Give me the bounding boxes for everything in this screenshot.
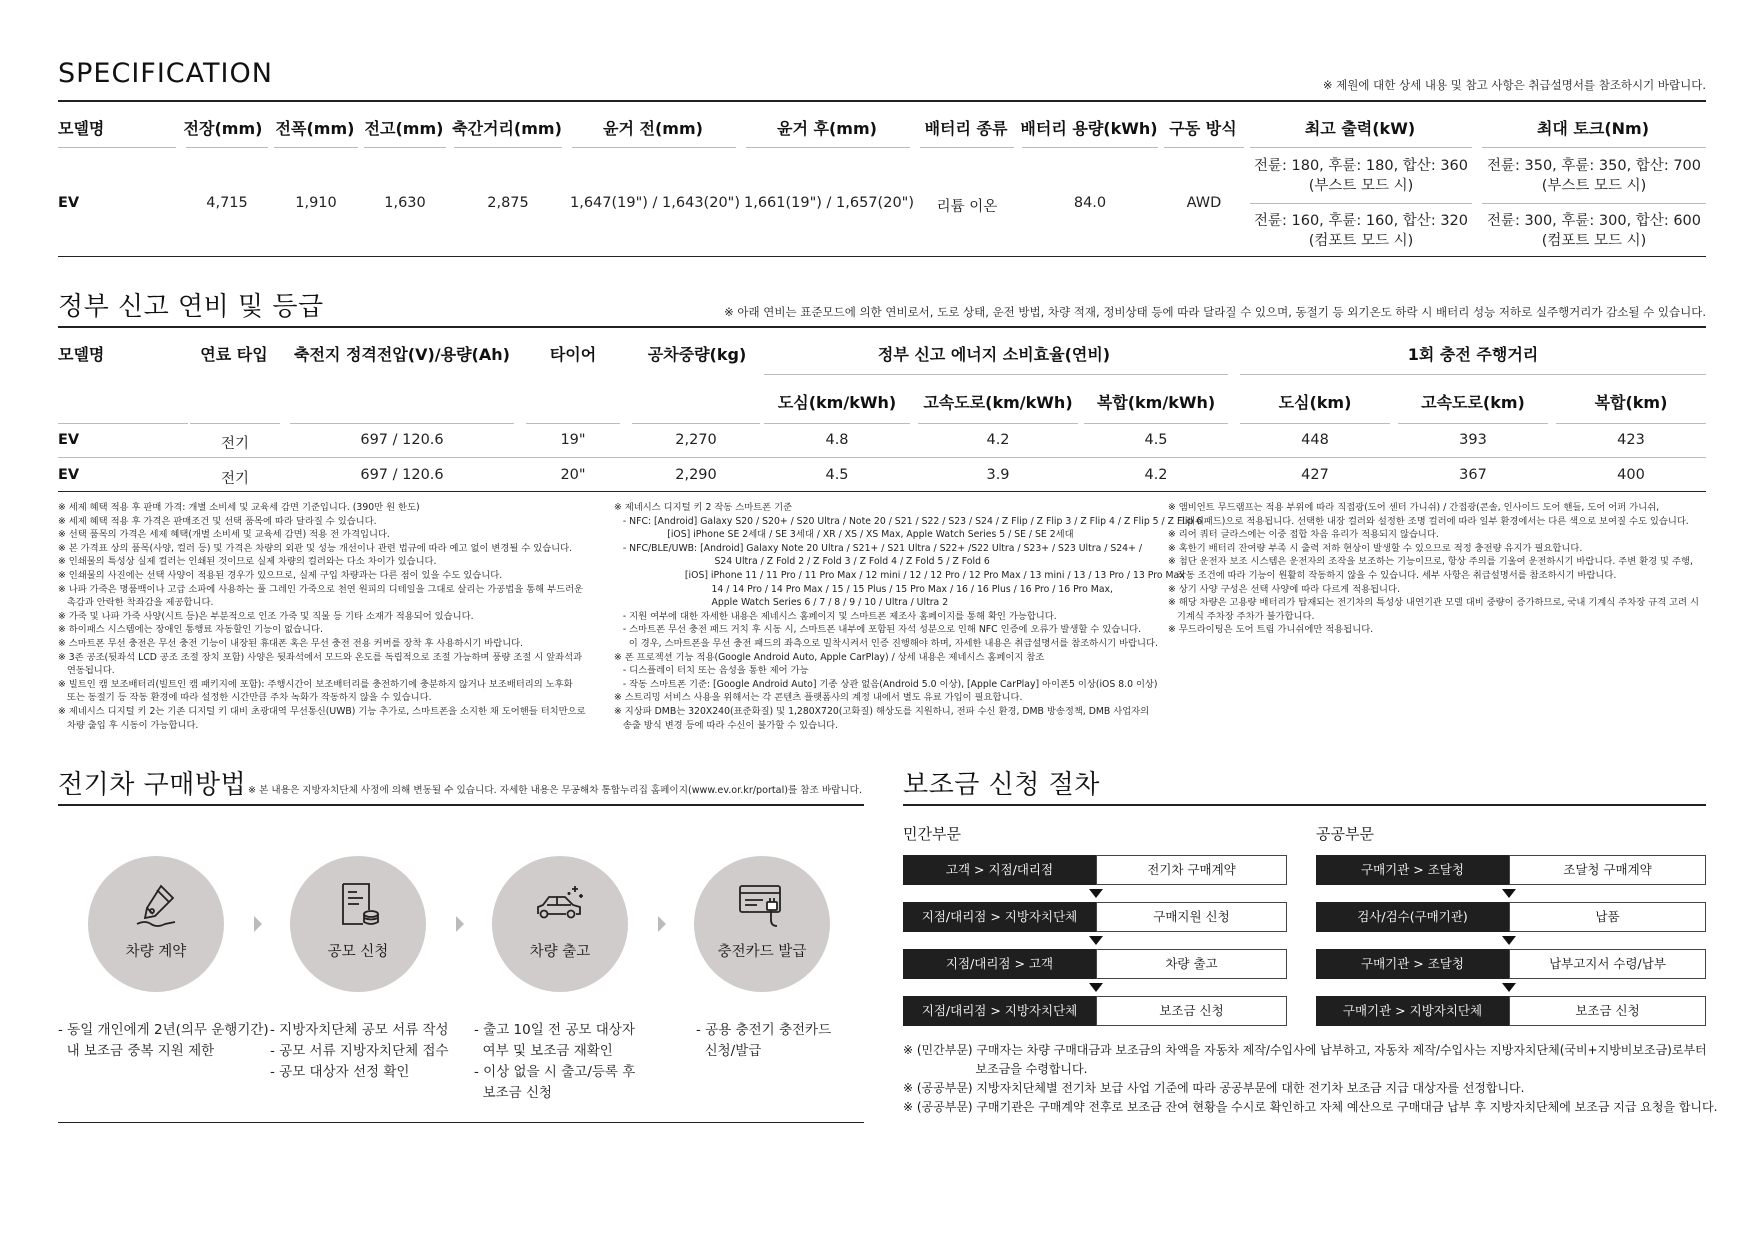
purchase-bottom-rule	[58, 1122, 864, 1123]
subsidy-top-rule	[903, 804, 1706, 806]
rule	[1084, 423, 1228, 424]
card-plug-icon	[737, 880, 787, 930]
rule	[1022, 147, 1158, 148]
step-desc-delivery: - 출고 10일 전 공모 대상자 여부 및 보조금 재확인 - 이상 없을 시 출고/등록 후 보조금 신청	[474, 1022, 636, 1101]
spec-title: SPECIFICATION	[58, 58, 273, 89]
rule	[1398, 423, 1548, 424]
public-step1-action: 조달청 구매계약	[1509, 855, 1706, 885]
private-step3-action: 차량 출고	[1096, 949, 1287, 979]
eff-row1-fuel: 전기	[220, 436, 249, 452]
rule	[918, 423, 1078, 424]
spec-power-boost	[1250, 156, 1472, 196]
car-sparkle-icon	[530, 880, 590, 930]
eff-row1-range-combined: 423	[1617, 432, 1645, 448]
spec-header-drive: 구동 방식	[1169, 119, 1237, 138]
step-circle-apply	[290, 856, 426, 992]
power-comfort-values: 전륜: 160, 후륜: 160, 합산: 320	[1254, 213, 1468, 229]
spec-header-battery-capacity: 배터리 용량(kWh)	[1020, 119, 1158, 138]
spec-bottom-rule	[58, 256, 1706, 257]
eff-row1-model: EV	[58, 432, 80, 448]
rule	[632, 423, 760, 424]
rule	[1556, 423, 1706, 424]
eff-row2-range-city: 427	[1301, 467, 1329, 483]
public-step4-actor: 구매기관 > 지방자치단체	[1316, 996, 1509, 1026]
step-circle-card	[694, 856, 830, 992]
public-step2-actor: 검사/검수(구매기관)	[1316, 902, 1509, 932]
public-step3-action: 납부고지서 수령/납부	[1509, 949, 1706, 979]
spec-header-wheelbase: 축간거리(mm)	[452, 119, 562, 138]
private-step2-action: 구매지원 신청	[1096, 902, 1287, 932]
rule	[920, 147, 1014, 148]
public-step3-actor: 구매기관 > 조달청	[1316, 949, 1509, 979]
private-step3-actor: 지점/대리점 > 고객	[903, 949, 1096, 979]
range-sub-combined: 복합(km)	[1594, 393, 1668, 412]
rule	[58, 423, 188, 424]
spec-length: 4,715	[206, 195, 248, 211]
rule	[454, 147, 562, 148]
eff-row1-voltage: 697 / 120.6	[360, 432, 444, 448]
spec-power-comfort	[1250, 211, 1472, 251]
eff-sub-combined: 복합(km/kWh)	[1096, 393, 1216, 412]
flow-down-arrow	[1089, 889, 1103, 898]
public-step1-actor: 구매기관 > 조달청	[1316, 855, 1509, 885]
efficiency-title: 정부 신고 연비 및 등급	[58, 292, 324, 322]
power-comfort-mode: (컴포트 모드 시)	[1308, 233, 1414, 249]
eff-row2-range-highway: 367	[1459, 467, 1487, 483]
eff-row2-combined: 4.2	[1144, 467, 1168, 483]
rule	[572, 147, 736, 148]
rule	[1250, 203, 1472, 204]
efficiency-note: ※ 아래 연비는 표준모드에 의한 연비로서, 도로 상태, 운전 방법, 차량 적재, 정비상태 등에 따라 달라질 수 있으며, 동절기 등 외기온도 하락 시 배터리 성능 저하로 실주행거리가 감소될 수 있습니다.	[724, 305, 1706, 319]
spec-note: ※ 제원에 대한 상세 내용 및 참고 사항은 취급설명서를 참조하시기 바랍니다.	[1322, 78, 1706, 92]
power-boost-values: 전륜: 180, 후륜: 180, 합산: 360	[1254, 158, 1468, 174]
rule	[1250, 147, 1472, 148]
subsidy-note-2: ※ (공공부문) 지방자치단체별 전기차 보급 사업 기준에 따라 공공부문에 대한 전기차 보조금 지급 대상자를 선정합니다.	[903, 1081, 1525, 1095]
rule	[274, 147, 358, 148]
torque-boost-mode: (부스트 모드 시)	[1541, 178, 1647, 194]
spec-track-rear: 1,661(19") / 1,657(20")	[744, 195, 914, 211]
rule	[58, 147, 176, 148]
step-desc-card: - 공용 충전기 충전카드 신청/발급	[696, 1022, 832, 1059]
flow-down-arrow	[1502, 889, 1516, 898]
rule	[764, 423, 910, 424]
rule	[58, 457, 1706, 458]
eff-header-range: 1회 충전 주행거리	[1407, 345, 1539, 364]
document-coins-icon	[333, 880, 383, 930]
range-sub-highway: 고속도로(km)	[1421, 393, 1525, 412]
private-title: 민간부문	[903, 825, 961, 843]
step-desc-apply: - 지방자치단체 공모 서류 작성 - 공모 서류 지방자치단체 접수 - 공모 대상자 선정 확인	[270, 1022, 449, 1080]
subsidy-note-3: ※ (공공부문) 구매기관은 구매계약 전후로 보조금 잔여 현황을 수시로 확인하고 자체 예산으로 구매대금 납부 후 지방자치단체에 보조금 지급 요청을 합니다.	[903, 1100, 1718, 1114]
step-label-card: 충전카드 발급	[717, 944, 807, 960]
step-label-apply: 공모 신청	[327, 944, 389, 960]
torque-boost-values: 전륜: 350, 후륜: 350, 합산: 700	[1487, 158, 1701, 174]
torque-comfort-mode: (컴포트 모드 시)	[1541, 233, 1647, 249]
step-circle-delivery	[492, 856, 628, 992]
subsidy-title: 보조금 신청 절차	[903, 770, 1100, 800]
step-desc-contract: - 동일 개인에게 2년(의무 운행기간) 내 보조금 중복 지원 제한	[58, 1022, 269, 1059]
rule	[190, 423, 280, 424]
rule	[764, 374, 1228, 375]
rule	[1482, 147, 1706, 148]
step-label-contract: 차량 계약	[125, 944, 187, 960]
spec-model: EV	[58, 195, 80, 211]
step-arrow	[254, 916, 262, 932]
eff-header-weight: 공차중량(kg)	[647, 345, 747, 364]
spec-height: 1,630	[384, 195, 426, 211]
rule	[526, 423, 620, 424]
spec-header-length: 전장(mm)	[183, 119, 263, 138]
flow-down-arrow	[1502, 983, 1516, 992]
spec-battery-capacity: 84.0	[1073, 195, 1107, 211]
private-step4-actor: 지점/대리점 > 지방자치단체	[903, 996, 1096, 1026]
footnotes-col1: ※ 세제 혜택 적용 후 판매 가격: 개별 소비세 및 교육세 감면 기준입니다. (390만 원 한도) ※ 세제 혜택 적용 후 가격은 판매조건 및 선택 품목에 따라 달라질 수 있습니다. ※ 선택 품목의 가격은 세제 혜택(개별 소비세 및 교육세 감면) 적용 전 가격입니다. ※ 본 가격표 상의 품목(사양, 컬러 등) 및 가격은 차량의 외관 및 성능 개선이나 관련 법규에 따라 예고 없이 변경될 수 있습니다. ※ 인쇄물의 특성상 실제 컬러는 인쇄된 것이므로 실제 차량의 컬러와는 다소 차이가 있습니다. ※ 인쇄물의 사진에는 선택 사양이 적용된 경우가 있으므로, 실제 구입 차량과는 다른 점이 있을 수도 있습니다. ※ 나파 가죽은 명품백이나 고급 소파에 사용하는 풀 그레인 가죽으로 천연 원피의 디테일을 그대로 살리는 가공법을 통해 부드러운 촉감과 안락한 착좌감을 제공합니다. ※ 가죽 및 나파 가죽 사양(시트 등)은 부분적으로 인조 가죽 및 직물 등 기타 소재가 적용되어 있습니다. ※ 하이패스 시스템에는 장애인 통행료 자동할인 기능이 없습니다. ※ 스마트폰 무선 충전은 무선 충전 기능이 내장된 휴대폰 혹은 무선 충전 전용 커버를 장착 후 사용하시기 바랍니다. ※ 3존 공조(뒷좌석 LCD 공조 조절 장치 포함) 사양은 뒷좌석에서 모드와 온도를 독립적으로 조절 가능하며 풍량 조절 시 앞좌석과 연동됩니다. ※ 빌트인 캠 보조배터리(빌트인 캠 패키지에 포함): 주행시간이 보조배터리를 충전하기에 충분하지 않거나 보조배터리의 노후화 또는 동절기 등 작동 환경에 따라 설정한 시간만큼 주차 녹화가 작동하지 않을 수 있습니다. ※ 제네시스 디지털 키 2는 기존 디지털 키 대비 초광대역 무선통신(UWB) 기능 추가로, 스마트폰을 소지한 채 도어핸들 터치만으로 차량 출입 후 시동이 가능합니다.	[58, 502, 586, 731]
eff-row2-city: 4.5	[825, 467, 849, 483]
eff-header-voltage: 축전지 정격전압(V)/용량(Ah)	[294, 345, 510, 364]
step-circle-contract	[88, 856, 224, 992]
eff-row1-tire: 19"	[560, 432, 586, 448]
eff-sub-city: 도심(km/kWh)	[777, 393, 897, 412]
purchase-top-rule	[58, 804, 864, 806]
eff-row1-range-highway: 393	[1459, 432, 1487, 448]
eff-row1-combined: 4.5	[1144, 432, 1168, 448]
spec-width: 1,910	[295, 195, 337, 211]
purchase-note: ※ 본 내용은 지방자치단체 사정에 의해 변동될 수 있습니다. 자세한 내용은 무공해차 통합누리집 홈페이지(www.ev.or.kr/portal)를 참조 바랍니다.	[248, 785, 862, 796]
eff-row1-weight: 2,270	[675, 432, 717, 448]
spec-torque-boost	[1482, 156, 1706, 196]
range-sub-city: 도심(km)	[1278, 393, 1352, 412]
rule	[1240, 423, 1390, 424]
spec-header-power: 최고 출력(kW)	[1304, 119, 1416, 138]
rule	[1240, 374, 1706, 375]
eff-header-model: 모델명	[58, 345, 105, 364]
private-step1-actor: 고객 > 지점/대리점	[903, 855, 1096, 885]
private-step1-action: 전기차 구매계약	[1096, 855, 1287, 885]
eff-row2-range-combined: 400	[1617, 467, 1645, 483]
spec-track-front: 1,647(19") / 1,643(20")	[570, 195, 740, 211]
public-step2-action: 납품	[1509, 902, 1706, 932]
rule	[1482, 203, 1706, 204]
eff-row2-highway: 3.9	[986, 467, 1010, 483]
spec-header-torque: 최대 토크(Nm)	[1536, 119, 1650, 138]
rule	[1164, 147, 1244, 148]
rule	[746, 147, 910, 148]
step-arrow	[658, 916, 666, 932]
spec-header-track-rear: 윤거 후(mm)	[777, 119, 877, 138]
rule	[186, 147, 268, 148]
eff-row2-model: EV	[58, 467, 80, 483]
footnotes-col2: ※ 제네시스 디지털 키 2 작동 스마트폰 기준 - NFC: [Android] Galaxy S20 / S20+ / S20 Ultra / Note 20 / S21 / S22 / S23 / S24 / Z Flip / Z Flip 3 / Z Flip 4 / Z Flip 5 / Z Flip 6 [iOS] iPhone SE 2세대 / SE 3세대 / XR / XS / XS Max, Apple Watch Series 5 / SE / SE 2세대 - NFC/BLE/UWB: [Android] Galaxy Note 20 Ultra / S21+ / S21 Ultra / S22+ /S22 Ultra / S23+ / S23 Ultra / S24+ / S24 Ultra / Z Fold 2 / Z Fold 3 / Z Fold 4 / Z Fold 5 / Z Fold 6 [iOS] iPhone 11 / 11 Pro / 11 Pro Max / 12 mini / 12 / 12 Pro / 12 Pro Max / 13 mini / 13 / 13 Pro / 13 Pro Max 14 / 14 Pro / 14 Pro Max / 15 / 15 Plus / 15 Pro Max / 16 / 16 Plus / 16 Pro / 16 Pro Max, Apple Watch Series 6 / 7 / 8 / 9 / 10 / Ultra / Ultra 2 - 지원 여부에 대한 자세한 내용은 제네시스 홈페이지 및 스마트폰 제조사 홈페이지를 통해 확인 가능합니다. - 스마트폰 무선 충전 패드 거치 후 시동 시, 스마트폰 내부에 포함된 자석 성분으로 인해 NFC 인증에 오류가 발생할 수 있습니다. 이 경우, 스마트폰을 무선 충전 패드의 좌측으로 밀착시켜서 인증 진행해야 하며, 자세한 내용은 취급설명서를 참조하시기 바랍니다. ※ 폰 프로젝션 기능 적용(Google Android Auto, Apple CarPlay) / 상세 내용은 제네시스 홈페이지 참조 - 디스플레이 터치 또는 음성을 통한 제어 가능 - 작동 스마트폰 기준: [Google Android Auto] 기종 상관 없음(Android 5.0 이상), [Apple CarPlay] 아이폰5 이상(iOS 8.0 이상) ※ 스트리밍 서비스 사용을 위해서는 각 콘텐츠 플랫폼사의 계정 내에서 별도 유료 가입이 필요합니다. ※ 지상파 DMB는 320X240(표준화질) 및 1,280X720(고화질) 해상도를 지원하니, 전파 수신 환경, DMB 방송정책, DMB 사업자의 송출 방식 변경 등에 따라 수신이 불가할 수 있습니다.	[614, 502, 1203, 731]
power-boost-mode: (부스트 모드 시)	[1308, 178, 1414, 194]
rule	[290, 423, 514, 424]
rule	[364, 147, 446, 148]
eff-header-tire: 타이어	[549, 345, 597, 364]
private-step2-actor: 지점/대리점 > 지방자치단체	[903, 902, 1096, 932]
spec-header-height: 전고(mm)	[364, 119, 444, 138]
spec-header-model: 모델명	[58, 119, 105, 138]
public-title: 공공부문	[1316, 825, 1374, 843]
spec-header-width: 전폭(mm)	[275, 119, 355, 138]
eff-row2-weight: 2,290	[675, 467, 717, 483]
eff-row2-fuel: 전기	[220, 471, 249, 487]
eff-row1-highway: 4.2	[986, 432, 1010, 448]
spec-wheelbase: 2,875	[487, 195, 529, 211]
eff-bottom-rule	[58, 491, 1706, 492]
spec-top-rule	[58, 100, 1706, 102]
flow-down-arrow	[1089, 936, 1103, 945]
torque-comfort-values: 전륜: 300, 후륜: 300, 합산: 600	[1487, 213, 1701, 229]
eff-row1-range-city: 448	[1301, 432, 1329, 448]
spec-header-track-front: 윤거 전(mm)	[603, 119, 703, 138]
eff-header-efficiency: 정부 신고 에너지 소비효율(연비)	[877, 345, 1111, 364]
public-step4-action: 보조금 신청	[1509, 996, 1706, 1026]
flow-down-arrow	[1089, 983, 1103, 992]
eff-sub-highway: 고속도로(km/kWh)	[923, 393, 1073, 412]
spec-torque-comfort	[1482, 211, 1706, 251]
flow-down-arrow	[1502, 936, 1516, 945]
eff-top-rule	[58, 326, 1706, 328]
subsidy-note-1: ※ (민간부문) 구매자는 차량 구매대금과 보조금의 차액을 자동차 제작/수입사에 납부하고, 자동차 제작/수입사는 지방자치단체(국비+지방비보조금)로부터 보조금을 수령합니다.	[903, 1043, 1707, 1076]
spec-header-battery-type: 배터리 종류	[924, 119, 1008, 138]
eff-row2-tire: 20"	[560, 467, 586, 483]
eff-row2-voltage: 697 / 120.6	[360, 467, 444, 483]
spec-battery-type: 리튬 이온	[936, 199, 998, 215]
footnotes-col3: ※ 앰비언트 무드램프는 적용 부위에 따라 직접광(도어 센터 가니쉬) / 간접광(콘솔, 인사이드 도어 핸들, 도어 어퍼 가니쉬, 크래쉬패드)으로 적용됩니다. 선택한 내장 컬러와 설정한 조명 컬러에 따라 일부 환경에서는 다른 색으로 보여질 수도 있습니다. ※ 리어 쿼터 글라스에는 이중 접합 차음 유리가 적용되지 않습니다. ※ 혹한기 배터리 잔여량 부족 시 출력 저하 현상이 발생할 수 있으므로 적정 충전량 유지가 필요합니다. ※ 첨단 운전자 보조 시스템은 운전자의 조작을 보조하는 기능이므로, 항상 주의를 기울여 운전하시기 바랍니다. 주변 환경 및 주행, 작동 조건에 따라 기능이 원활히 작동하지 않을 수 있습니다. 세부 사항은 취급설명서를 참조하시기 바랍니다. ※ 상기 사양 구성은 선택 사양에 따라 다르게 적용됩니다. ※ 해당 차량은 고용량 배터리가 탑재되는 전기차의 특성상 내연기관 모델 대비 중량이 증가하므로, 국내 기계식 주차장 규격 고려 시 기계식 주차장 주차가 불가합니다. ※ 무드라이팅은 도어 트림 가니쉬에만 적용됩니다.	[1168, 502, 1699, 636]
step-arrow	[456, 916, 464, 932]
eff-row1-city: 4.8	[825, 432, 849, 448]
purchase-title: 전기차 구매방법	[58, 770, 247, 800]
spec-drive: AWD	[1186, 195, 1222, 211]
step-label-delivery: 차량 출고	[529, 944, 591, 960]
private-step4-action: 보조금 신청	[1096, 996, 1287, 1026]
pen-signature-icon	[131, 880, 181, 930]
eff-header-fuel: 연료 타입	[200, 345, 268, 364]
